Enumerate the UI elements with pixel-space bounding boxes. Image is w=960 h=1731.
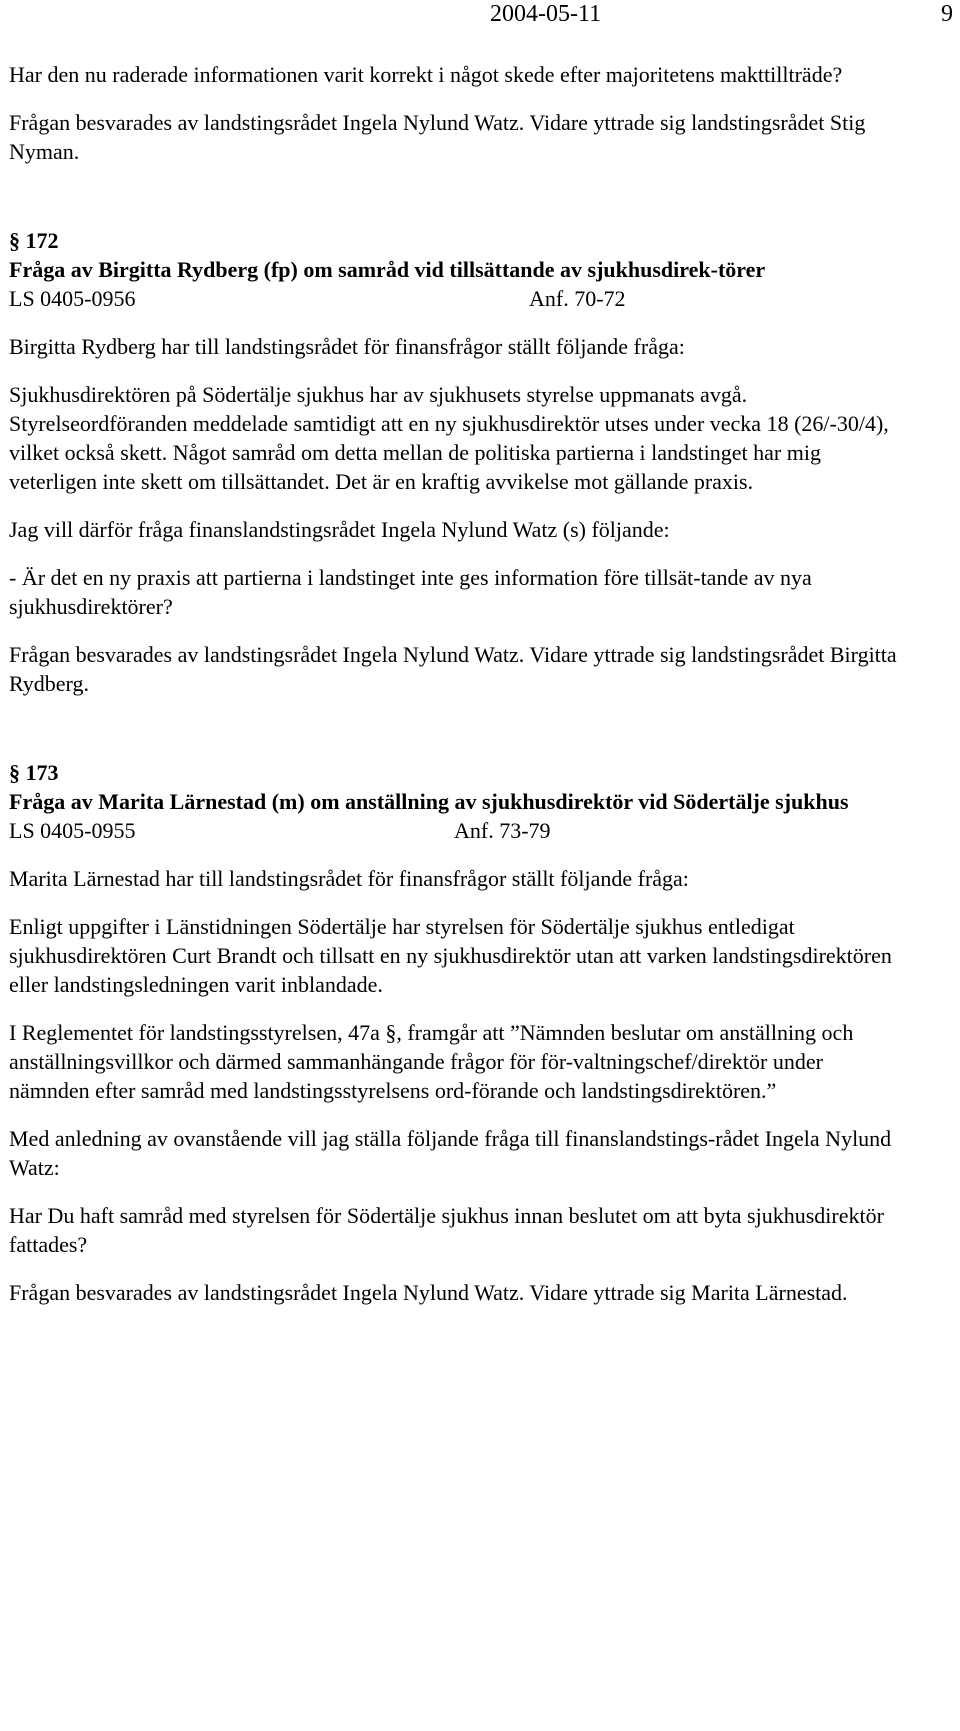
section-172-number: § 172 [9,228,59,253]
section-173-title: Fråga av Marita Lärnestad (m) om anställning av sjukhusdirektör vid Södertälje sjukhus [9,789,849,814]
section-172-anf: Anf. 70-72 [529,286,626,311]
header-date: 2004-05-11 [490,1,602,27]
section-172-question: - Är det en ny praxis att partierna i landstinget inte ges information före tillsät-tande av nya sjukhusdirektörer? [9,565,812,619]
section-173-question-text: Enligt uppgifter i Länstidningen Södertälje har styrelsen för Södertälje sjukhus entledigat sjukhusdirektören Curt Brandt och tillsatt en ny sjukhusdirektör utan att varken landstingsdirektören eller landstingsledningen varit inblandade. [9,914,892,997]
document-body [9,60,909,1307]
section-172-answer-note: Frågan besvarades av landstingsrådet Ingela Nylund Watz. Vidare yttrade sig landstingsrådet Birgitta Rydberg. [9,642,897,696]
section-173-number: § 173 [9,760,59,785]
section-173-case-number: LS 0405-0955 [9,818,136,843]
section-172-request: Jag vill därför fråga finanslandstingsrådet Ingela Nylund Watz (s) följande: [9,517,670,542]
section-173-reference [9,816,909,845]
section-173-intro: Marita Lärnestad har till landstingsrådet för finansfrågor ställt följande fråga: [9,866,689,891]
intro-question: Har den nu raderade informationen varit korrekt i något skede efter majoritetens makttillträde? [9,62,843,87]
section-173-question: Har Du haft samråd med styrelsen för Södertälje sjukhus innan beslutet om att byta sjukhusdirektör fattades? [9,1203,884,1257]
section-172-reference [9,284,909,313]
section-173-answer-note: Frågan besvarades av landstingsrådet Ingela Nylund Watz. Vidare yttrade sig Marita Lärnestad. [9,1280,848,1305]
section-173-anf: Anf. 73-79 [454,818,551,843]
section-172-intro: Birgitta Rydberg har till landstingsrådet för finansfrågor ställt följande fråga: [9,334,685,359]
page-number: 9 [941,1,953,27]
section-172-case-number: LS 0405-0956 [9,286,136,311]
section-173-regulation-quote: I Reglementet för landstingsstyrelsen, 47a §, framgår att ”Nämnden beslutar om anställning och anställningsvillkor och därmed sammanhängande frågor för för-valtningschef/direktör under nämnden efter samråd med landstingsstyrelsens ord-förande och landstingsdirektören.” [9,1020,854,1103]
section-172-title: Fråga av Birgitta Rydberg (fp) om samråd vid tillsättande av sjukhusdirek-törer [9,257,766,282]
section-172-question-text: Sjukhusdirektören på Södertälje sjukhus har av sjukhusets styrelse uppmanats avgå. Styrelseordföranden meddelade samtidigt att en ny sjukhusdirektör utses under vecka 18 (26/-30/4), vilket också skett. Något samråd om detta mellan de politiska partierna i landstinget har mig veterligen inte skett om tillsättandet. Det är en kraftig avvikelse mot gällande praxis. [9,382,889,494]
section-173-request: Med anledning av ovanstående vill jag ställa följande fråga till finanslandstings-rådet Ingela Nylund Watz: [9,1126,892,1180]
intro-answer-note: Frågan besvarades av landstingsrådet Ingela Nylund Watz. Vidare yttrade sig landstingsrådet Stig Nyman. [9,110,866,164]
